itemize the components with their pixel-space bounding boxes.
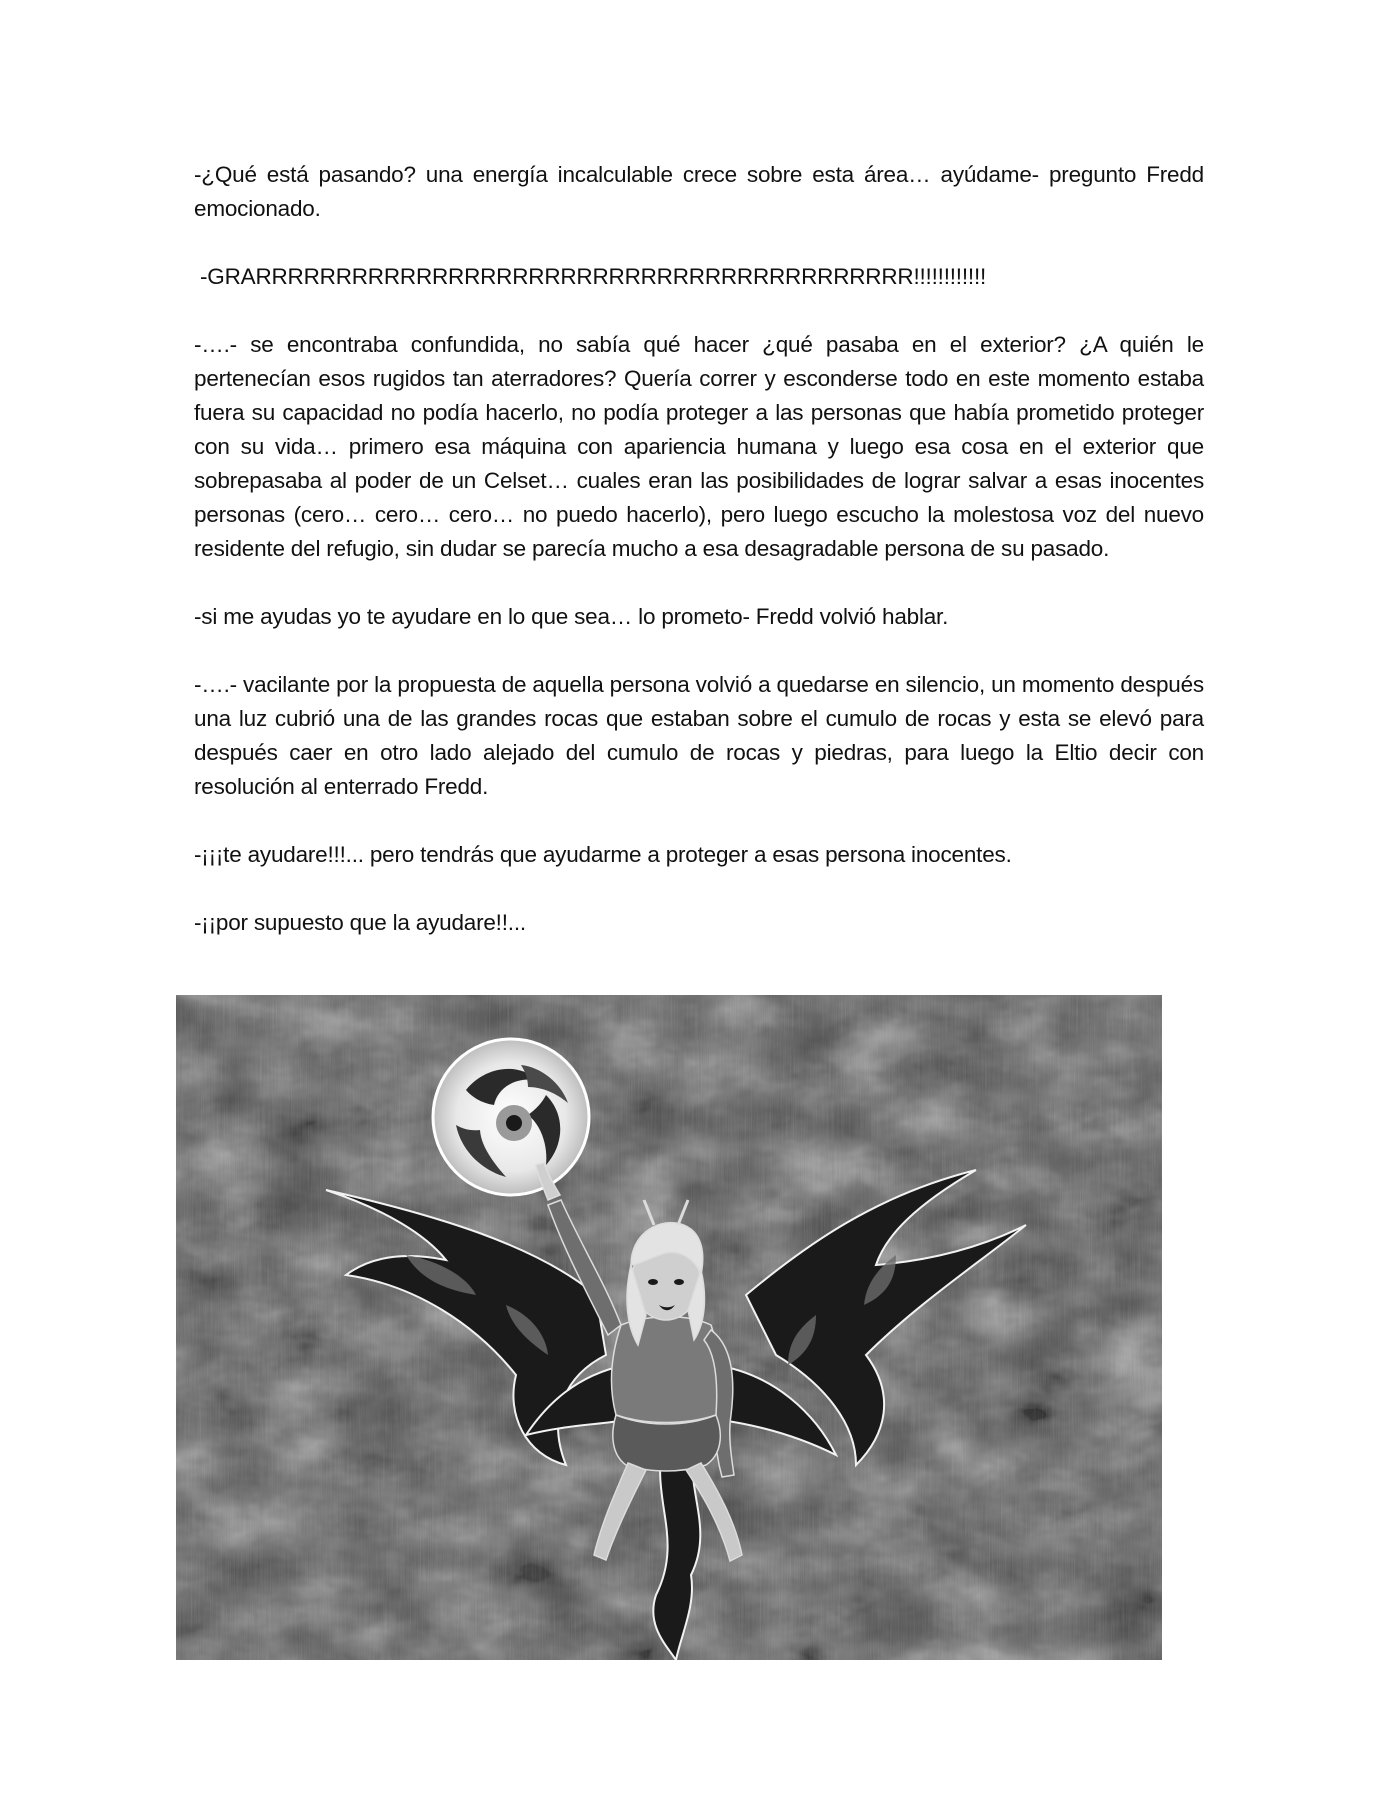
energy-orb (433, 1039, 589, 1195)
paragraph-fredd-question: -¿Qué está pasando? una energía incalculable crece sobre esta área… ayúdame- pregunto Fredd emocionado. (194, 162, 1204, 221)
paragraph-fredd-reply: -¡¡por supuesto que la ayudare!!... (194, 910, 526, 935)
paragraph-eltio-agrees: -¡¡¡te ayudare!!!... pero tendrás que ayudarme a proteger a esas persona inocentes. (194, 842, 1012, 867)
paragraph-roar: -GRARRRRRRRRRRRRRRRRRRRRRRRRRRRRRRRRRRRRRRRRR!!!!!!!!!!!! (200, 264, 987, 289)
fairy-illustration (176, 995, 1162, 1660)
paragraph-confusion: -….- se encontraba confundida, no sabía qué hacer ¿qué pasaba en el exterior? ¿A quién le pertenecían esos rugidos tan aterradores? Quería correr y esconderse todo en este momento estaba fuera su capacidad no podía hacerlo, no podía proteger a las personas que había prometido proteger con su vida… primero esa máquina con apariencia humana y luego esa cosa en el exterior que sobrepasaba al poder de un Celset… cuales eran las posibilidades de lograr salvar a esas inocentes personas (cero… cero… cero… no puedo hacerlo), pero luego escucho la molestosa voz del nuevo residente del refugio, sin dudar se parecía mucho a esa desagradable persona de su pasado. (194, 332, 1204, 561)
paragraph-fredd-promise: -si me ayudas yo te ayudare en lo que sea… lo prometo- Fredd volvió hablar. (194, 604, 949, 629)
winged-fairy-with-glowing-orb-icon (176, 995, 1162, 1660)
paragraph-rock-lifted: -….- vacilante por la propuesta de aquella persona volvió a quedarse en silencio, un momento después una luz cubrió una de las grandes rocas que estaban sobre el cumulo de rocas y esta se elevó para después caer en otro lado alejado del cumulo de rocas y piedras, para luego la Eltio decir con resolución al enterrado Fredd. (194, 672, 1204, 799)
document-body (194, 158, 1204, 974)
